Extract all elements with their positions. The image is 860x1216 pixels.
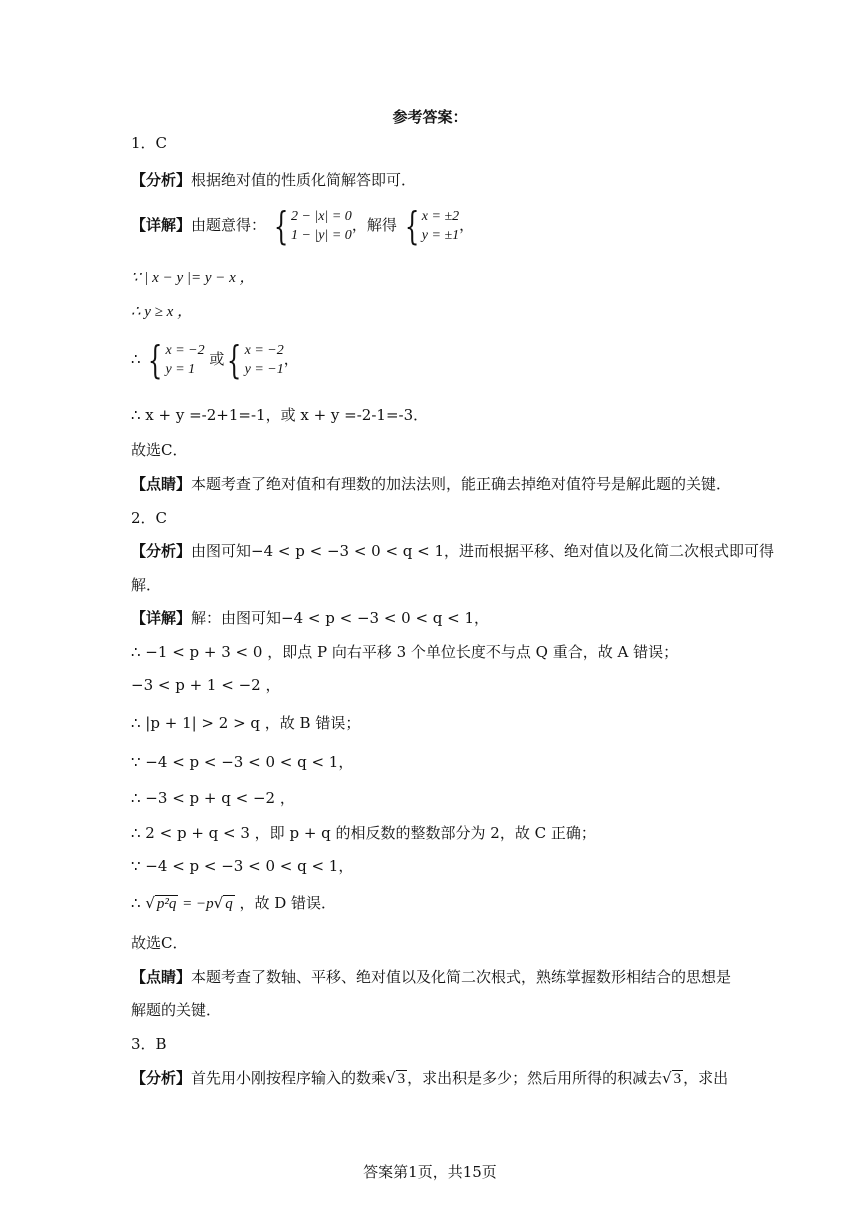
punctuation: ，	[459, 216, 475, 234]
radicand: p²q	[156, 896, 177, 912]
analysis-text: ，求出积是多少；然后用所得的积减去	[407, 1069, 663, 1087]
q2-number: 2．C	[131, 509, 168, 527]
q2-line: ∵ −4 < p < −3 < 0 < q < 1，	[131, 857, 354, 875]
radicand: q	[225, 896, 233, 912]
q2-line: ∵ −4 < p < −3 < 0 < q < 1，	[131, 753, 354, 771]
or-word: 或	[209, 350, 225, 368]
analysis-tag: 【分析】	[131, 171, 192, 189]
q1-cases	[131, 338, 299, 382]
comment-tag: 【点睛】	[131, 968, 192, 986]
q1-comment	[131, 474, 731, 494]
detail-tag: 【详解】	[131, 216, 192, 234]
analysis-text: 首先用小刚按程序输入的数乘	[191, 1069, 387, 1087]
equation-system: { 2 − |x| = 0 1 − |y| = 0	[273, 204, 352, 248]
detail-tag: 【详解】	[131, 609, 192, 627]
q3-analysis: 【分析】首先用小刚按程序输入的数乘√ 3 ，求出积是多少；然后用所得的积减去√ 3 ，求出	[131, 1069, 729, 1087]
q2-line: −3 < p + 1 < −2 ，	[131, 676, 281, 694]
equation-row: x = −2	[244, 343, 284, 358]
q2-comment	[131, 967, 731, 987]
equation-row: 1 − |y| = 0	[291, 228, 352, 243]
q2-line: ∴ −1 < p + 3 < 0 ，即点 P 向右平移 3 个单位长度不与点 Q 重合，故 A 错误；	[131, 643, 679, 661]
equation-system: { x = −2 y = 1	[148, 338, 205, 382]
detail-text: ，解得	[351, 216, 397, 234]
therefore-symbol: ∴	[131, 350, 141, 368]
q1-choice: 故选C．	[131, 441, 188, 459]
q2-analysis-cont: 解．	[131, 576, 162, 594]
page-footer: 答案第1页，共15页	[363, 1163, 497, 1181]
analysis-text: 根据绝对值的性质化简解答即可．	[191, 171, 417, 189]
math-text: = −p	[178, 896, 214, 912]
q1-line: ∴ y ≥ x ，	[131, 304, 193, 320]
q2-comment-cont: 解题的关键．	[131, 1001, 222, 1019]
math-text: ，故 D 错误．	[234, 894, 337, 912]
q2-analysis	[131, 541, 774, 561]
detail-text: 由题意得：	[191, 216, 267, 234]
comment-text: 本题考查了数轴、平移、绝对值以及化简二次根式，熟练掌握数形相结合的思想是	[191, 968, 732, 986]
page-title: 参考答案：	[392, 108, 468, 126]
q1-number: 1．C	[131, 134, 168, 152]
equation-row: x = ±2	[421, 209, 460, 224]
equation-system: { x = −2 y = −1	[227, 338, 284, 382]
radicand: 3	[673, 1071, 682, 1087]
equation-row: 2 − |x| = 0	[291, 209, 352, 224]
analysis-text: 由图可知−4 < p < −3 < 0 < q < 1，进而根据平移、绝对值以及化简二次根式即可得	[191, 542, 775, 560]
punctuation: ，	[283, 350, 299, 368]
q1-detail	[131, 204, 475, 248]
comment-tag: 【点睛】	[131, 475, 192, 493]
q1-line: ∵ | x − y |= y − x ，	[131, 270, 255, 286]
equation-system: { x = ±2 y = ±1	[404, 204, 460, 248]
q2-line: ∴ |p + 1| > 2 > q ，故 B 错误；	[131, 714, 361, 732]
q3-number: 3．B	[131, 1035, 167, 1053]
equation-row: x = −2	[165, 343, 205, 358]
equation-row: y = −1	[244, 362, 284, 377]
comment-text: 本题考查了绝对值和有理数的加法法则，能正确去掉绝对值符号是解此题的关键．	[191, 475, 732, 493]
therefore-symbol: ∴	[131, 894, 141, 912]
q2-detail	[131, 608, 489, 628]
radicand: 3	[397, 1071, 406, 1087]
analysis-tag: 【分析】	[131, 542, 192, 560]
analysis-text: ，求出	[683, 1069, 729, 1087]
detail-text: 解：由图可知−4 < p < −3 < 0 < q < 1，	[191, 609, 490, 627]
q2-line: ∴ √ p²q = −p√ q ，故 D 错误．	[131, 894, 337, 912]
q2-line: ∴ −3 < p + q < −2 ，	[131, 789, 295, 807]
q1-line: ∴ x + y =-2+1=-1，或 x + y =-2-1=-3．	[131, 406, 429, 424]
q2-choice: 故选C．	[131, 934, 188, 952]
equation-row: y = 1	[165, 362, 196, 377]
q1-analysis	[131, 170, 416, 190]
equation-row: y = ±1	[421, 228, 460, 243]
q2-line: ∴ 2 < p + q < 3 ，即 p + q 的相反数的整数部分为 2，故 C 正确；	[131, 824, 596, 842]
analysis-tag: 【分析】	[131, 1069, 192, 1087]
